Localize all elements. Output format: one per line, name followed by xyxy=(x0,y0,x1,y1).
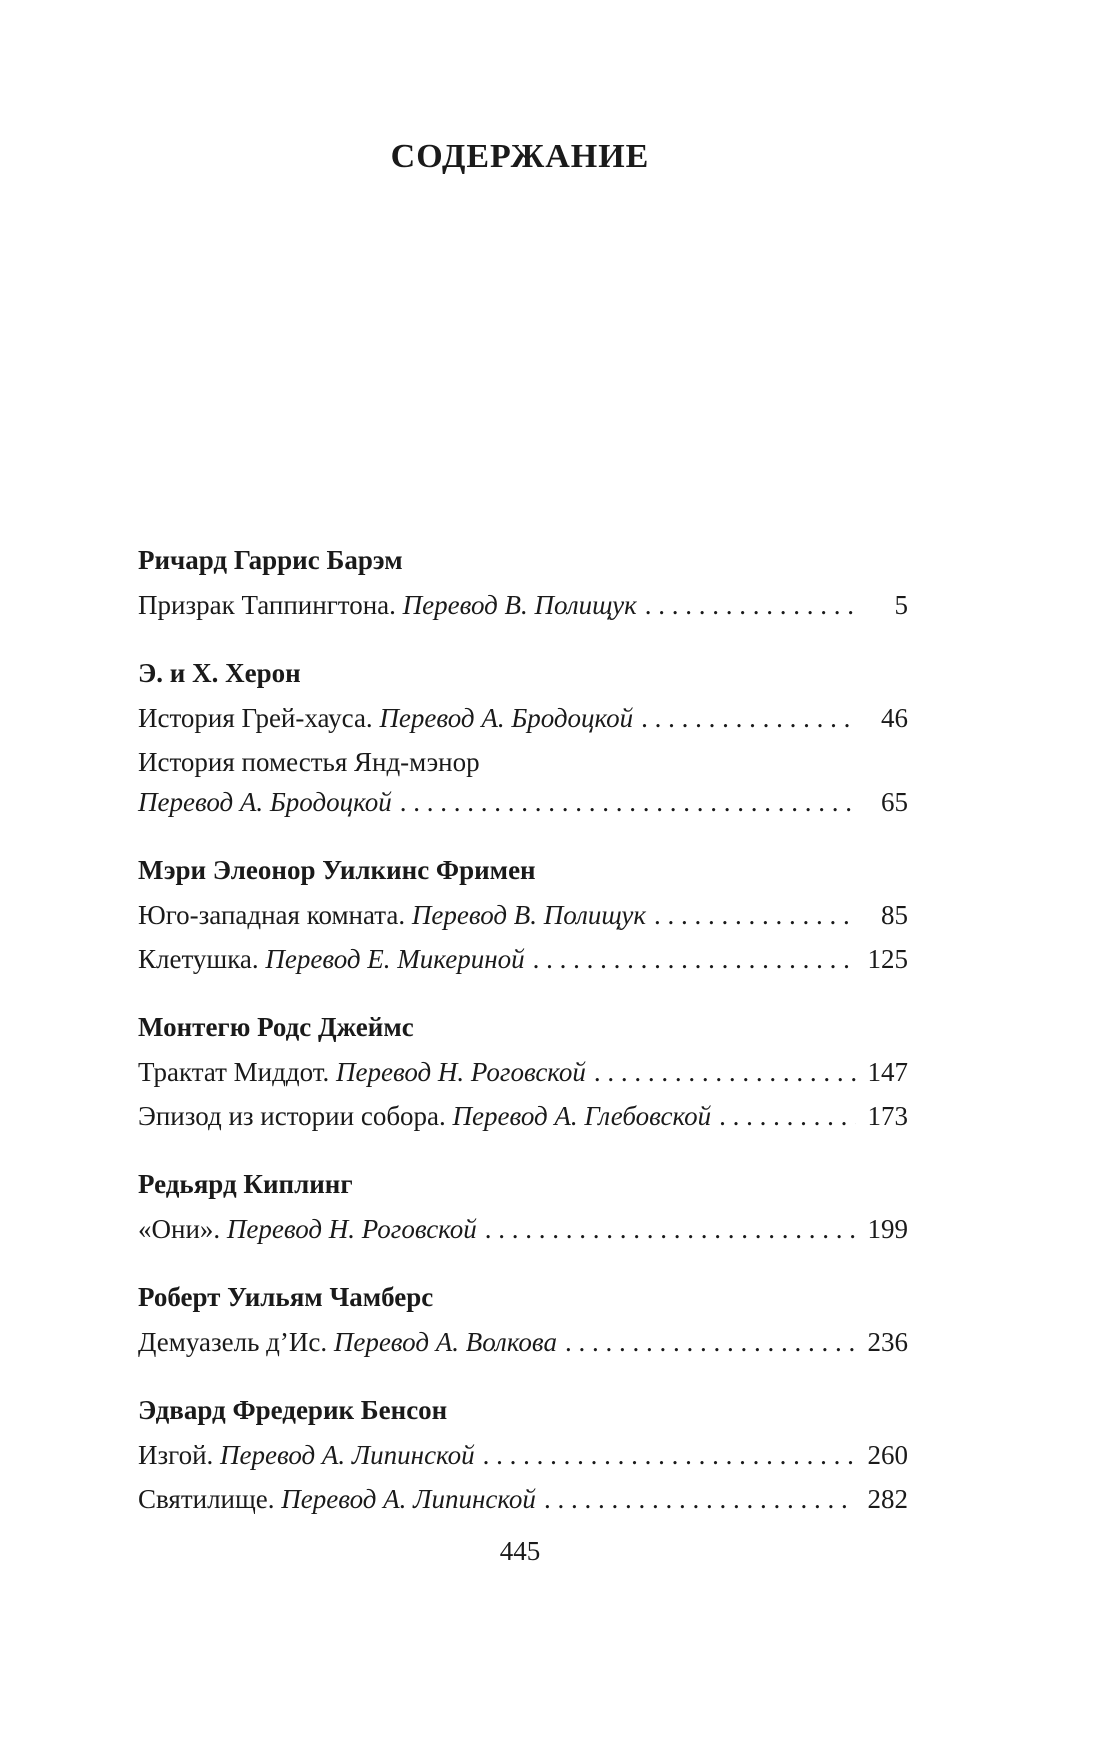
toc-entry[interactable] xyxy=(138,1479,908,1519)
story-title: «Они». xyxy=(138,1214,221,1244)
dot-leader xyxy=(483,1435,856,1475)
story-title: Клетушка. xyxy=(138,944,259,974)
entry-text xyxy=(138,939,525,979)
translator-credit: Перевод А. Бродоцкой xyxy=(379,703,634,733)
toc-entry[interactable] xyxy=(138,1209,908,1249)
toc-entry[interactable] xyxy=(138,1322,908,1362)
toc-entry[interactable] xyxy=(138,1052,908,1092)
story-title: Эпизод из истории собора. xyxy=(138,1101,446,1131)
page-number: 199 xyxy=(867,1214,908,1244)
toc-entry[interactable] xyxy=(138,1435,908,1475)
story-title: Изгой. xyxy=(138,1440,214,1470)
dot-leader xyxy=(533,939,856,979)
dot-leader xyxy=(400,782,856,822)
author-name: Монтегю Родс Джеймс xyxy=(138,1012,414,1042)
translator-credit: Перевод Е. Микериной xyxy=(265,944,525,974)
story-title: Юго-западная комната. xyxy=(138,900,406,930)
dot-leader xyxy=(645,585,856,625)
story-title: Демуазель д’Ис. xyxy=(138,1327,328,1357)
entry-text xyxy=(138,698,633,738)
toc-section xyxy=(138,1390,908,1519)
story-title: История поместья Янд-мэнор xyxy=(138,747,480,777)
page-number: 125 xyxy=(867,944,908,974)
page-number: 282 xyxy=(867,1484,908,1514)
toc-entry[interactable] xyxy=(138,698,908,738)
translator-credit: Перевод А. Бродоцкой xyxy=(138,787,392,817)
page-number: 236 xyxy=(867,1327,908,1357)
toc-section xyxy=(138,1277,908,1362)
entry-text xyxy=(138,1322,557,1362)
toc-section xyxy=(138,850,908,979)
translator-credit: Перевод В. Полищук xyxy=(402,590,637,620)
toc-section xyxy=(138,653,908,822)
translator-credit: Перевод А. Глебовской xyxy=(452,1101,712,1131)
entry-text xyxy=(138,1052,586,1092)
dot-leader xyxy=(544,1479,856,1519)
translator-credit: Перевод А. Волкова xyxy=(333,1327,557,1357)
dot-leader xyxy=(641,698,856,738)
translator-credit: Перевод В. Полищук xyxy=(411,900,647,930)
toc-section xyxy=(138,1164,908,1249)
entry-text xyxy=(138,585,637,625)
toc-section xyxy=(138,540,908,625)
author-name: Э. и Х. Херон xyxy=(138,658,301,688)
author-name: Редьярд Киплинг xyxy=(138,1169,353,1199)
toc-entry[interactable] xyxy=(138,939,908,979)
page-number: 85 xyxy=(881,900,908,930)
translator-credit: Перевод А. Липинской xyxy=(220,1440,475,1470)
toc-section xyxy=(138,1007,908,1136)
toc-entry[interactable] xyxy=(138,585,908,625)
dot-leader xyxy=(719,1096,856,1136)
dot-leader xyxy=(565,1322,856,1362)
story-title: Призрак Таппингтона. xyxy=(138,590,396,620)
translator-credit: Перевод Н. Роговской xyxy=(336,1057,586,1087)
author-name: Ричард Гаррис Барэм xyxy=(138,545,403,575)
toc-entry-multiline[interactable] xyxy=(138,742,908,822)
page-number: 173 xyxy=(867,1101,908,1131)
page-folio-number: 445 xyxy=(499,1536,541,1566)
dot-leader xyxy=(654,895,856,935)
author-name: Эдвард Фредерик Бенсон xyxy=(138,1395,448,1425)
entry-text xyxy=(138,1096,711,1136)
entry-text xyxy=(138,1479,536,1519)
author-name: Роберт Уильям Чамберс xyxy=(138,1282,434,1312)
page-number: 147 xyxy=(867,1057,908,1087)
story-title: История Грей-хауса. xyxy=(138,703,373,733)
entry-text xyxy=(138,895,646,935)
translator-credit: Перевод А. Липинской xyxy=(281,1484,536,1514)
page-title: СОДЕРЖАНИЕ xyxy=(390,138,650,175)
page-number: 5 xyxy=(894,590,908,620)
toc-entry[interactable] xyxy=(138,1096,908,1136)
entry-text xyxy=(138,1435,475,1475)
toc-entry[interactable] xyxy=(138,895,908,935)
page-number: 65 xyxy=(881,787,908,817)
page-number: 46 xyxy=(881,703,908,733)
dot-leader xyxy=(485,1209,856,1249)
toc-entry-line xyxy=(138,782,908,822)
table-of-contents xyxy=(138,540,908,1547)
story-title: Святилище. xyxy=(138,1484,275,1514)
author-name: Мэри Элеонор Уилкинс Фримен xyxy=(138,855,536,885)
page-number: 260 xyxy=(867,1440,908,1470)
entry-text xyxy=(138,1209,477,1249)
dot-leader xyxy=(594,1052,856,1092)
translator-credit: Перевод Н. Роговской xyxy=(226,1214,477,1244)
story-title: Трактат Миддот. xyxy=(138,1057,330,1087)
